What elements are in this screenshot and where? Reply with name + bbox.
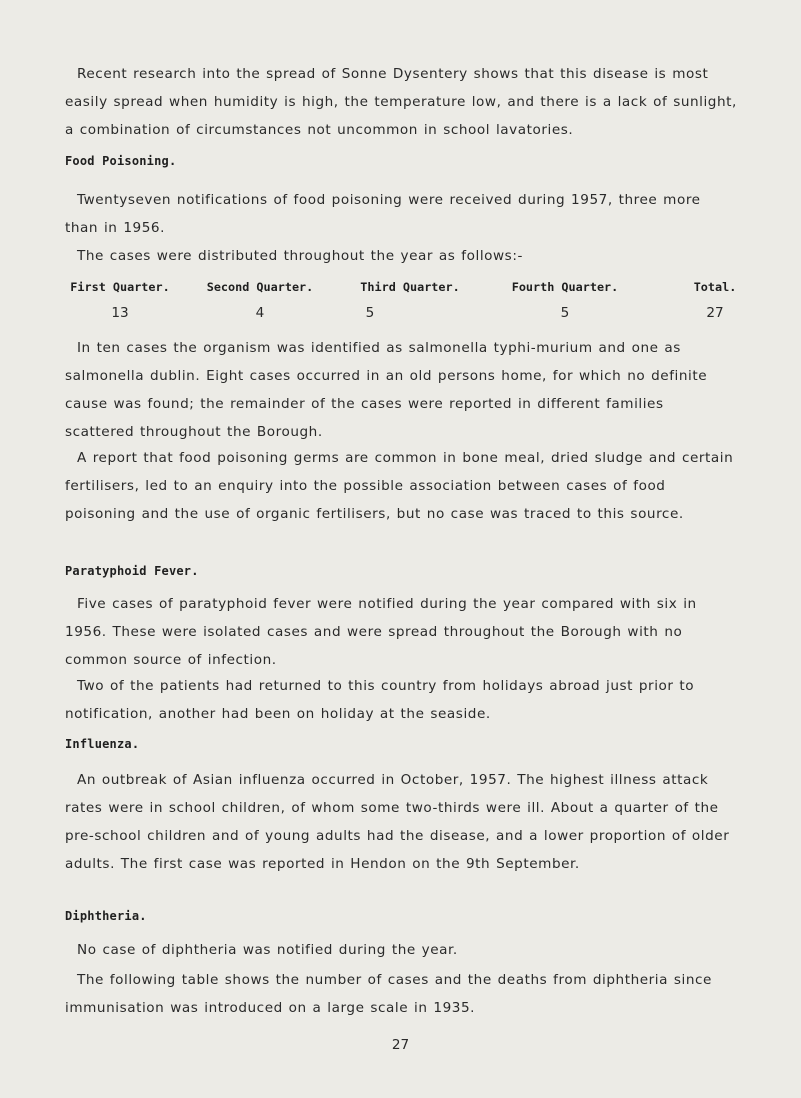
- header-first-quarter: First Quarter.: [70, 280, 170, 294]
- paragraph-dysentery: Recent research into the spread of Sonne Dysentery shows that this disease is most easily spread when humidity is high, the temperature low, and there is a lack of sunlight, a combination of circumstances not uncommon in school lavatories.: [65, 66, 737, 138]
- heading-paratyphoid: Paratyphoid Fever.: [65, 564, 199, 578]
- quarters-header-row: [0, 280, 801, 300]
- page-number: 27: [391, 1037, 410, 1053]
- heading-food-poisoning: Food Poisoning.: [65, 154, 177, 168]
- value-first-quarter: 13: [111, 305, 129, 321]
- paragraph-paratyphoid-cases: Five cases of paratyphoid fever were notified during the year compared with six in 1956. These were isolated cases and were spread throughout the Borough with no common source of infection.: [65, 596, 697, 668]
- paragraph-food-notifications: Twentyseven notifications of food poisoning were received during 1957, three more than in 1956.: [65, 192, 701, 236]
- header-second-quarter: Second Quarter.: [206, 280, 314, 294]
- value-total: 27: [706, 305, 724, 321]
- header-total: Total.: [693, 280, 737, 294]
- header-fourth-quarter: Fourth Quarter.: [511, 280, 619, 294]
- paragraph-influenza: An outbreak of Asian influenza occurred in October, 1957. The highest illness attack rates were in school children, of whom some two-thirds were ill. About a quarter of the pre-school children and of young adults had the disease, and a lower proportion of older adults. The first case was reported in Hendon on the 9th September.: [65, 772, 730, 872]
- header-third-quarter: Third Quarter.: [360, 280, 460, 294]
- paragraph-diphtheria-none: No case of diphtheria was notified during the year.: [77, 942, 458, 958]
- value-third-quarter: 5: [365, 305, 375, 321]
- value-fourth-quarter: 5: [560, 305, 570, 321]
- paragraph-food-organism: In ten cases the organism was identified as salmonella typhi-murium and one as salmonella dublin. Eight cases occurred in an old persons home, for which no definite cause was found; the remainder of the cases were reported in different families scattered throughout the Borough.: [65, 340, 708, 440]
- heading-diphtheria: Diphtheria.: [65, 909, 147, 923]
- paragraph-food-distribution: The cases were distributed throughout the year as follows:-: [77, 248, 523, 264]
- value-second-quarter: 4: [255, 305, 265, 321]
- heading-influenza: Influenza.: [65, 737, 140, 751]
- paragraph-food-report: A report that food poisoning germs are common in bone meal, dried sludge and certain fertilisers, led to an enquiry into the possible association between cases of food poisoning and the use of organic fertilisers, but no case was traced to this source.: [65, 450, 734, 522]
- paragraph-paratyphoid-patients: Two of the patients had returned to this country from holidays abroad just prior to notification, another had been on holiday at the seaside.: [65, 678, 695, 722]
- paragraph-diphtheria-table-intro: The following table shows the number of cases and the deaths from diphtheria since immunisation was introduced on a large scale in 1935.: [65, 972, 712, 1016]
- quarters-values-row: [0, 305, 801, 325]
